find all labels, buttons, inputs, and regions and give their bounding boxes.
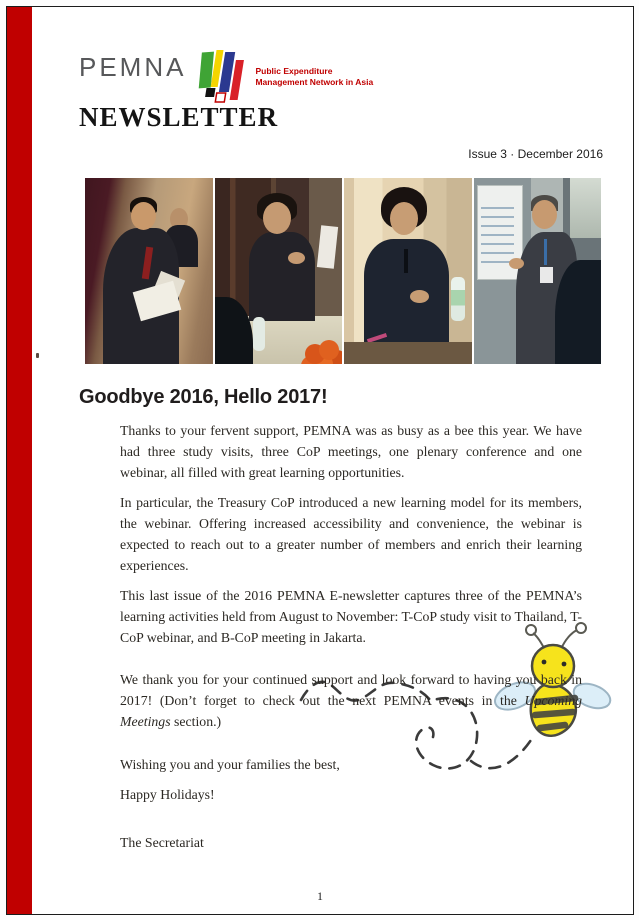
photo-4 xyxy=(474,178,602,364)
photo2-white-card xyxy=(316,226,337,270)
photo3-face xyxy=(390,202,418,235)
photo3-lanyard xyxy=(404,249,408,273)
photo2-foreground-silhouette xyxy=(215,297,253,364)
photo3-table-edge xyxy=(344,342,472,364)
photo3-hand xyxy=(410,290,429,303)
signoff: The Secretariat xyxy=(120,835,204,850)
paragraph-4 xyxy=(120,669,582,732)
pemna-logo-text: PEMNA xyxy=(79,52,187,82)
photo-3 xyxy=(344,178,472,364)
page-number: 1 xyxy=(317,889,323,903)
photo4-lanyard xyxy=(544,239,547,265)
photo4-face xyxy=(532,200,557,229)
red-spine-bar xyxy=(7,7,32,914)
pemna-tagline xyxy=(255,66,373,88)
issue-date-line: Issue 3 · December 2016 xyxy=(468,147,603,161)
tagline-line1: Public Expenditure xyxy=(255,66,333,76)
tagline-line2: Management Network in Asia xyxy=(255,77,374,88)
newsletter-title: NEWSLETTER xyxy=(79,102,279,132)
paragraph-3: This last issue of the 2016 PEMNA E-newsletter captures three of the PEMNA’s learning activities held from August to November: T-CoP study visit to Thailand, T-CoP webinar, and B-CoP meeting in Jakarta. xyxy=(120,588,582,645)
closing-line-1: Wishing you and your families the best, xyxy=(120,757,340,772)
newsletter-page xyxy=(6,6,634,915)
photo2-body xyxy=(249,232,315,321)
paragraph-2: In particular, the Treasury CoP introduced a new learning model for its members, the webinar. Offering increased accessibility and convenience, the webinar is expected to reach out to a greater number of members and enrich their learning experiences. xyxy=(120,495,582,573)
photo1-face xyxy=(131,202,156,230)
photo2-bottle xyxy=(253,317,265,351)
photo4-flipchart-lines xyxy=(481,200,514,263)
photo-2 xyxy=(215,178,343,364)
photo4-name-badge xyxy=(540,267,553,283)
paragraph-4-italic: Upcoming Meetings xyxy=(120,693,582,729)
photo4-foreground-silhouette xyxy=(555,260,601,364)
paragraph-4-after: section.) xyxy=(170,714,222,729)
paragraph-1: Thanks to your fervent support, PEMNA was as busy as a bee this year. We have had three study visits, three CoP meetings, one plenary conference and one webinar, all filled with great learning opportunities. xyxy=(120,423,582,480)
photo2-face xyxy=(263,202,291,234)
article-heading: Goodbye 2016, Hello 2017! xyxy=(79,386,328,408)
photo4-window xyxy=(570,178,601,238)
closing-line-2: Happy Holidays! xyxy=(120,787,215,802)
photo3-water-bottle xyxy=(451,277,465,321)
photo-collage xyxy=(85,178,601,364)
paragraph-4-before: We thank you for your continued support and look forward to having you back in 2017! (Don’t forget to check out the next PEMNA events in the xyxy=(120,672,582,708)
article-body xyxy=(120,420,582,862)
photo-1 xyxy=(85,178,213,364)
scan-artifact-dot xyxy=(36,353,39,358)
